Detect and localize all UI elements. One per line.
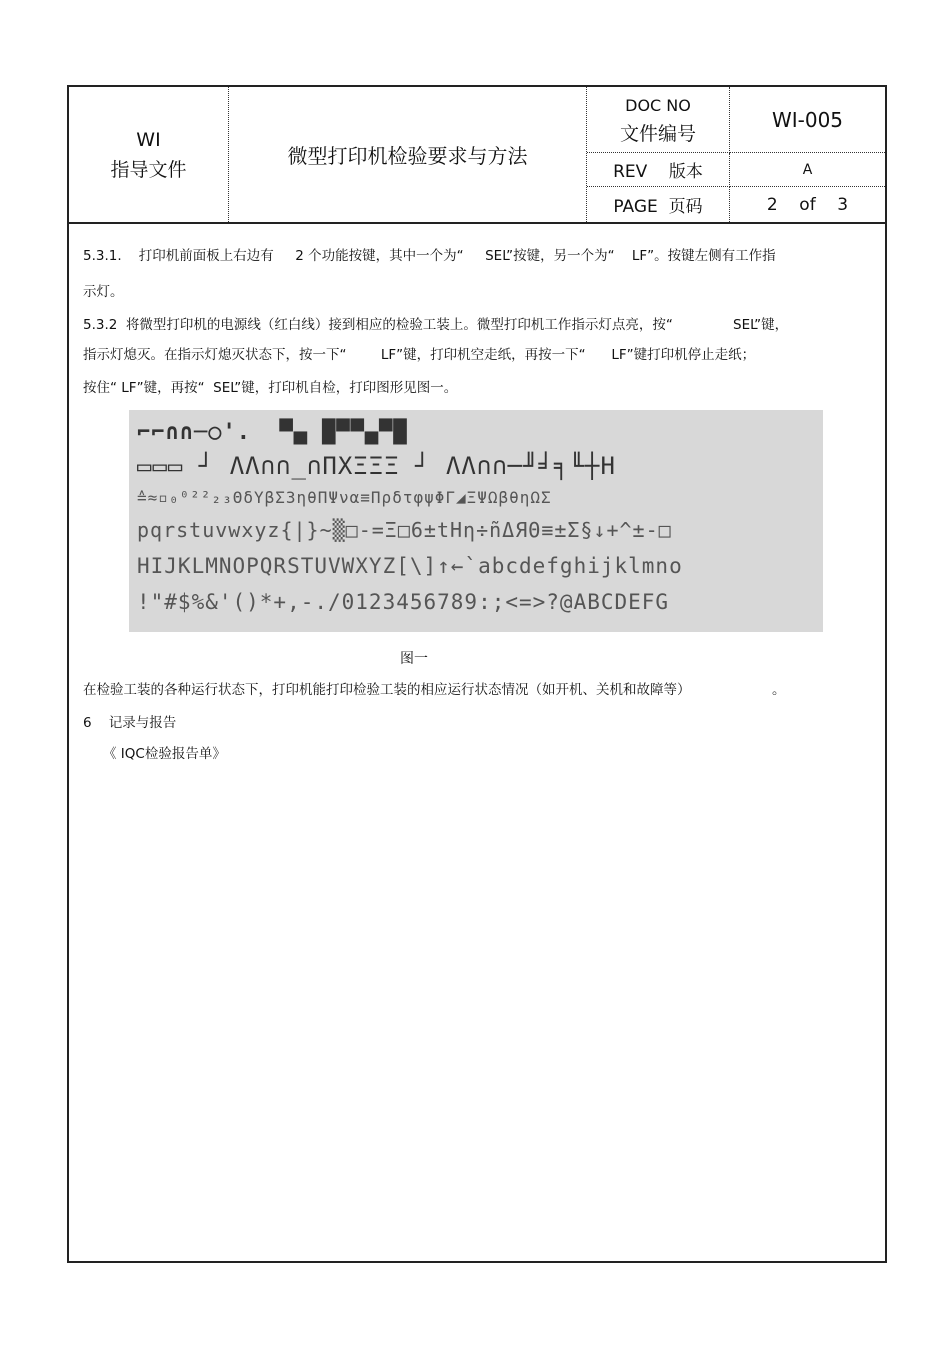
- document-title-cell: [229, 87, 587, 222]
- docno-label-zh: 文件编号: [619, 122, 696, 145]
- wi-cell: [69, 87, 229, 222]
- rev-value-cell: [730, 153, 885, 187]
- figure-row-5: HIJKLMNOPQRSTUVWXYZ[\]↑←`abcdefghijklmno: [137, 554, 683, 578]
- report-name: 《 IQC检验报告单》: [103, 746, 226, 762]
- printer-selftest-figure: [129, 410, 823, 632]
- rev-value: A: [802, 161, 813, 178]
- section-6-heading: 6 记录与报告: [83, 715, 177, 731]
- figure-row-6: !"#$%&'()*+,-./0123456789:;<=>?@ABCDEFG: [137, 590, 670, 614]
- page-value-cell: [730, 187, 885, 222]
- rev-label-cell: [587, 153, 730, 187]
- wi-subtitle: 指导文件: [110, 158, 187, 181]
- page-label-cell: [587, 187, 730, 222]
- docno-label-cell: [587, 87, 730, 153]
- paragraph-532-line-3: 按住“ LF”键，再按“ SEL”键，打印机自检，打印图形见图一。: [83, 380, 458, 396]
- paragraph-531-line-2: 示灯。: [83, 284, 124, 300]
- figure-row-1: ⌐⌐∩∩─○'. ▀▄ █▀▀▄▀█: [137, 420, 408, 445]
- figure-row-4: pqrstuvwxyz{|}~▒□-=Ξ□6±tΗη÷ñΔЯΘ≡±Σ§↓+^±-□: [137, 518, 672, 542]
- docno-label-en: DOC NO: [625, 95, 691, 115]
- document-title: 微型打印机检验要求与方法: [287, 144, 528, 168]
- page-label: PAGE 页码: [613, 197, 703, 217]
- document-header: [69, 87, 885, 224]
- page-value: 2 of 3: [766, 194, 849, 215]
- paragraph-532-line-1: 5.3.2 将微型打印机的电源线（红白线）接到相应的检验工装上。微型打印机工作指示灯点亮，按“ SEL”键，: [83, 317, 789, 333]
- wi-label: WI: [136, 128, 161, 151]
- paragraph-532-line-2: 指示灯熄灭。在指示灯熄灭状态下，按一下“ LF”键，打印机空走纸，再按一下“ LF”键打印机停止走纸；: [83, 347, 756, 363]
- docno-value-cell: [730, 87, 885, 153]
- paragraph-run-state: 在检验工装的各种运行状态下，打印机能打印检验工装的相应运行状态情况（如开机、关机和故障等） 。: [83, 682, 786, 698]
- paragraph-531-line-1: 5.3.1. 打印机前面板上右边有 2 个功能按键，其中一个为“ SEL”按键，另一个为“ LF”。按键左侧有工作指: [83, 248, 776, 264]
- figure-row-2: ▭▭▭ ┘ ΛΛ∩∩_∩ΠXΞΞΞ ┘ ΛΛ∩∩─╜╛╕╙┼H: [137, 452, 616, 480]
- rev-label: REV 版本: [613, 162, 703, 182]
- figure-row-3: ≙≈▫₀⁰²²₂₃ΘδΥβΣ3ηθΠΨνα≡ΠρδτφψΦΓ◢ΞΨΩβθηΩΣ: [137, 488, 552, 507]
- docno-value: WI-005: [771, 107, 844, 132]
- figure-caption: 图一: [400, 651, 428, 667]
